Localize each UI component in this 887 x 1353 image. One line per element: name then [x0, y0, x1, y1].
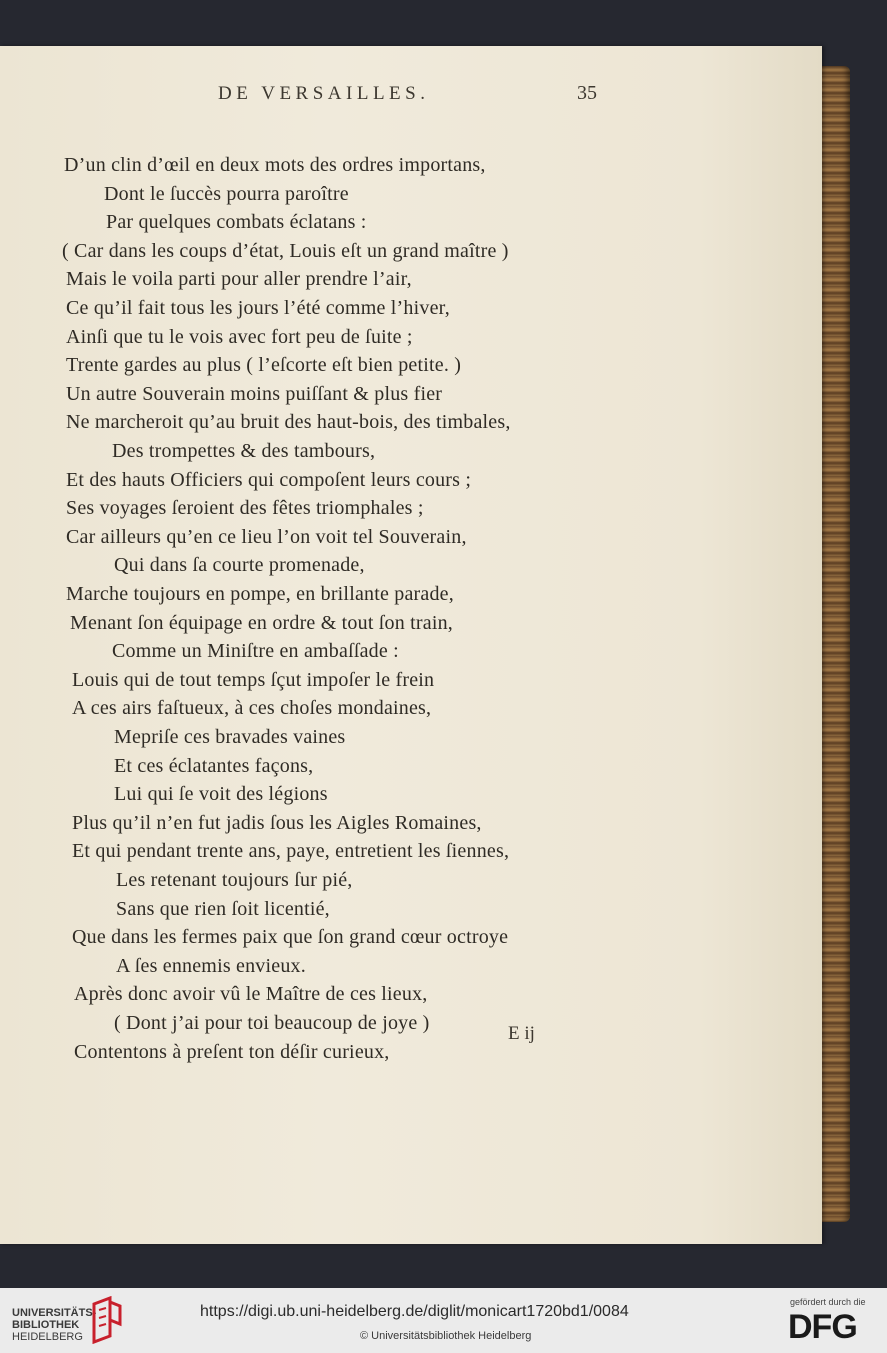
logo-line-2: BIBLIOTHEK [12, 1319, 80, 1331]
poem-line: Menant ſon équipage en ordre & tout ſon train, [70, 611, 453, 634]
copyright-text: © Universitätsbibliothek Heidelberg [360, 1330, 532, 1342]
poem-line: Par quelques combats éclatans : [106, 211, 367, 234]
poem-line: Lui qui ſe voit des légions [114, 783, 328, 806]
library-logo-text[interactable] [12, 1307, 96, 1343]
poem-line: Mais le voila parti pour aller prendre l’air, [66, 268, 412, 291]
poem-line: Comme un Miniſtre en ambaſſade : [112, 640, 399, 663]
poem-line: D’un clin d’œil en deux mots des ordres importans, [64, 154, 486, 176]
poem-line: Les retenant toujours ſur pié, [116, 869, 353, 891]
poem-line: ( Car dans les coups d’état, Louis eſt un grand maître ) [62, 239, 509, 262]
poem-line: Louis qui de tout temps ſçut impoſer le frein [72, 668, 435, 691]
page-number: 35 [577, 82, 597, 104]
poem-line: Ne marcheroit qu’au bruit des haut-bois, des timbales, [66, 411, 511, 434]
poem-line: A ſes ennemis envieux. [116, 954, 306, 977]
signature-mark: E ij [508, 1023, 535, 1044]
poem-line: ( Dont j’ai pour toi beaucoup de joye ) [114, 1012, 430, 1034]
poem-line: Et qui pendant trente ans, paye, entretient les ſiennes, [72, 840, 510, 863]
poem-line: Ainſi que tu le vois avec fort peu de ſuite ; [66, 325, 413, 348]
poem-line: Que dans les fermes paix que ſon grand cœur octroye [72, 926, 509, 949]
funded-by-label: gefördert durch die [790, 1297, 866, 1307]
poem-line: Marche toujours en pompe, en brillante parade, [66, 583, 454, 605]
poem-line: Mepriſe ces bravades vaines [114, 726, 346, 748]
poem-line: Et ces éclatantes façons, [114, 754, 314, 777]
running-head: DE VERSAILLES. [218, 83, 430, 104]
poem-line: Ses voyages ſeroient des fêtes triomphales ; [66, 497, 424, 520]
poem-line: Car ailleurs qu’en ce lieu l’on voit tel Souverain, [66, 525, 467, 548]
poem-line: Contentons à preſent ton déſir curieux, [74, 1040, 390, 1063]
poem-line: Et des hauts Officiers qui compoſent leurs cours ; [66, 468, 472, 491]
dfg-logo[interactable]: DFG [788, 1308, 857, 1346]
poem-line: Plus qu’il n’en fut jadis ſous les Aigles Romaines, [72, 811, 482, 834]
book-edge [818, 66, 850, 1222]
poem-line: Ce qu’il fait tous les jours l’été comme l’hiver, [66, 297, 450, 319]
poem-line: Trente gardes au plus ( l’eſcorte eſt bien petite. ) [66, 354, 462, 377]
poem-line: Dont le ſuccès pourra paroître [104, 182, 349, 205]
logo-line-3: HEIDELBERG [12, 1331, 83, 1343]
poem-line: Qui dans ſa courte promenade, [114, 554, 365, 577]
logo-line-1: UNIVERSITÄTS- [12, 1307, 97, 1319]
poem-line: Sans que rien ſoit licentié, [116, 897, 330, 920]
poem-line: Après donc avoir vû le Maître de ces lieux, [74, 983, 428, 1006]
library-logo-icon[interactable] [88, 1296, 124, 1344]
poem-line: Des trompettes & des tambours, [112, 440, 376, 462]
permalink-url[interactable]: https://digi.ub.uni-heidelberg.de/diglit/monicart1720bd1/0084 [200, 1303, 629, 1320]
poem-line: Un autre Souverain moins puiſſant & plus fier [66, 382, 443, 405]
poem-line: A ces airs faſtueux, à ces choſes mondaines, [72, 697, 432, 720]
